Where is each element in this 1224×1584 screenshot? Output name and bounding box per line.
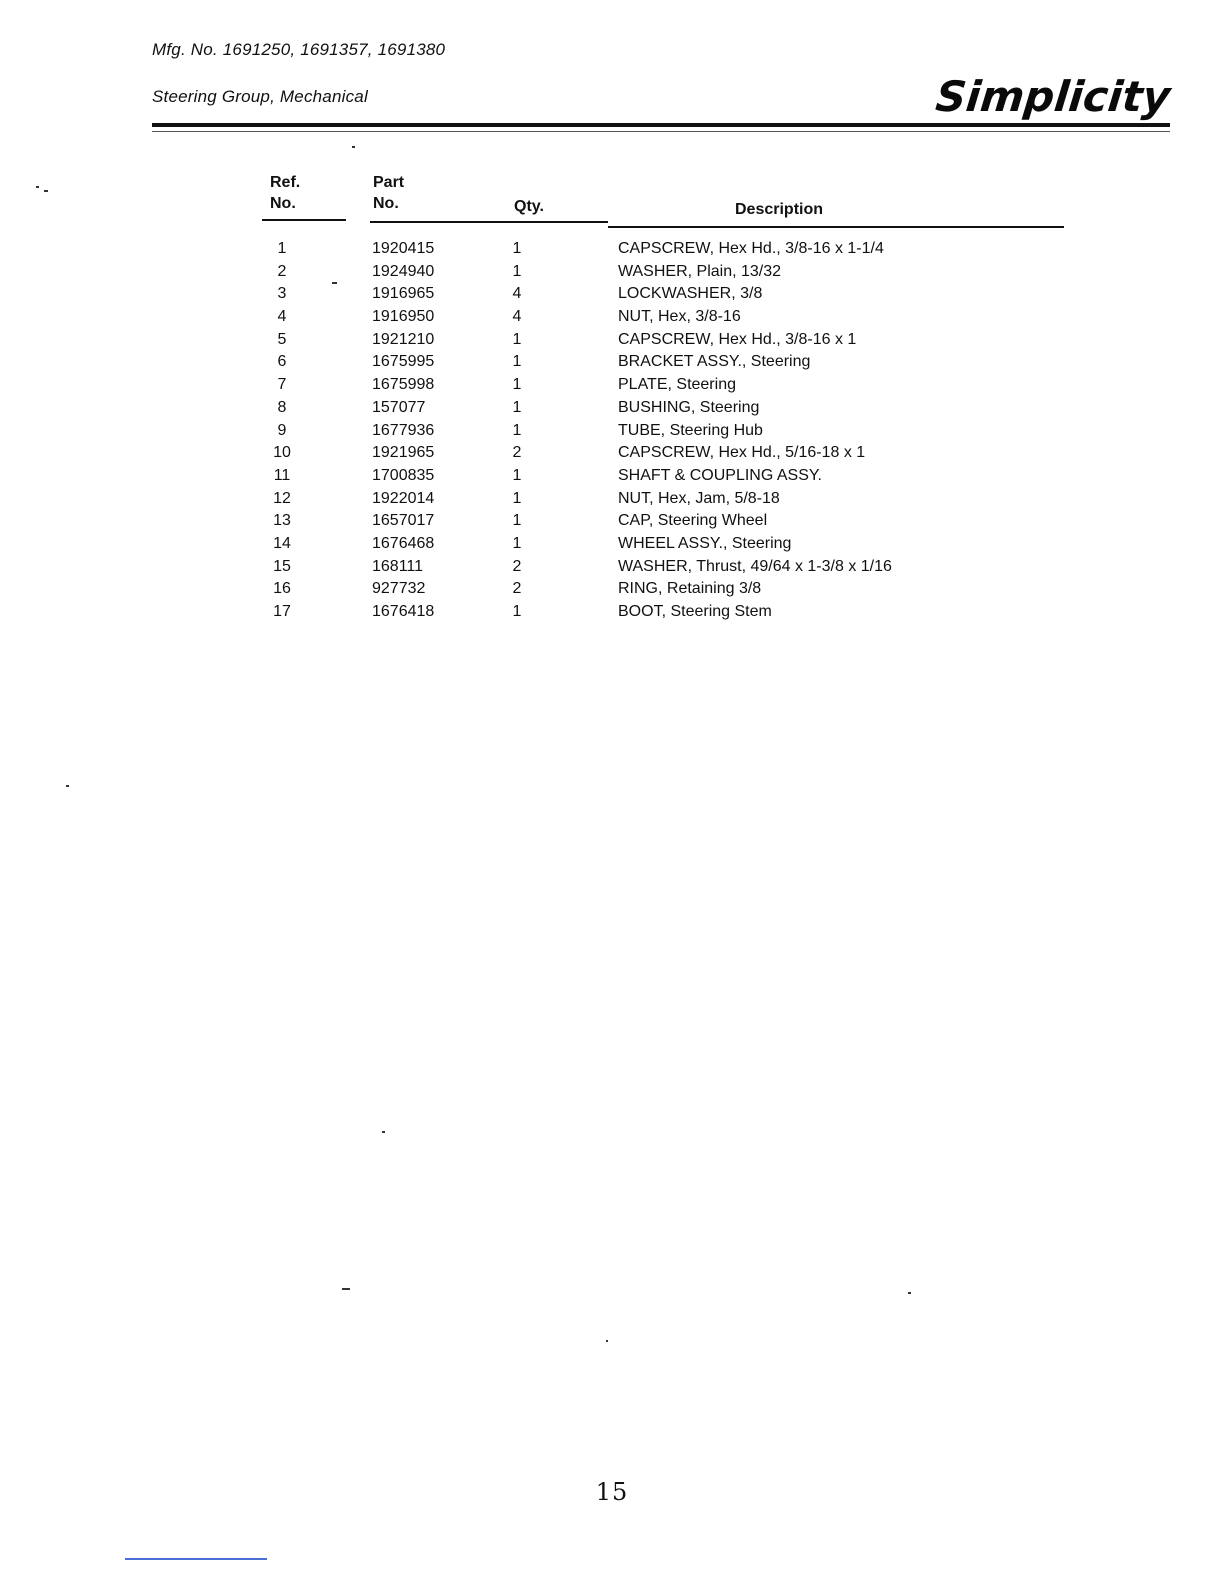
table-row [262, 397, 1064, 420]
description: CAPSCREW, Hex Hd., 3/8-16 x 1 [618, 330, 857, 348]
parts-rows [262, 238, 1064, 624]
description: PLATE, Steering [618, 376, 736, 394]
description: NUT, Hex, Jam, 5/8-18 [618, 489, 780, 507]
table-row [262, 601, 1064, 624]
part-number: 1916950 [372, 308, 435, 326]
scan-speck [908, 1292, 911, 1294]
part-number: 1657017 [372, 512, 435, 530]
table-row [262, 556, 1064, 579]
ref-number: 13 [273, 512, 291, 530]
ref-number: 5 [277, 330, 287, 348]
table-row [262, 283, 1064, 306]
quantity: 4 [512, 285, 522, 303]
header-rule-description [608, 226, 1064, 228]
ref-number: 9 [277, 421, 287, 439]
column-header-description: Description [735, 201, 824, 218]
description: RING, Retaining 3/8 [618, 580, 762, 598]
table-row [262, 374, 1064, 397]
ref-header-line2: No. [270, 195, 296, 212]
scan-speck [66, 785, 69, 787]
table-row [262, 465, 1064, 488]
ref-number: 1 [277, 240, 287, 257]
part-number: 1675998 [372, 376, 435, 394]
ref-number: 16 [273, 580, 291, 598]
footer-underline [125, 1558, 267, 1560]
scan-speck [382, 1131, 385, 1133]
description: BUSHING, Steering [618, 398, 760, 416]
section-title: Steering Group, Mechanical [152, 87, 368, 106]
description: WASHER, Thrust, 49/64 x 1-3/8 x 1/16 [618, 557, 892, 575]
description: TUBE, Steering Hub [618, 421, 763, 439]
brand-logo: Simplicity [933, 72, 1173, 121]
scan-speck [36, 186, 39, 188]
table-row [262, 420, 1064, 443]
quantity: 1 [512, 330, 522, 348]
column-header-qty: Qty. [514, 198, 544, 215]
ref-number: 6 [277, 353, 287, 371]
table-row [262, 329, 1064, 352]
header-rule-ref [262, 219, 346, 221]
part-number: 1700835 [372, 466, 435, 484]
table-row [262, 238, 1064, 261]
table-row [262, 488, 1064, 511]
ref-number: 10 [273, 444, 291, 462]
quantity: 1 [512, 534, 522, 552]
part-header-line2: No. [373, 195, 399, 212]
quantity: 1 [512, 512, 522, 530]
header-divider-thin [152, 131, 1170, 132]
ref-number: 14 [273, 534, 291, 552]
scan-speck [332, 282, 337, 284]
ref-number: 17 [273, 603, 291, 620]
table-row [262, 533, 1064, 556]
table-row [262, 351, 1064, 374]
scan-speck [44, 190, 48, 192]
quantity: 1 [512, 353, 522, 371]
part-number: 1921965 [372, 444, 435, 462]
description: WHEEL ASSY., Steering [618, 534, 792, 552]
part-number: 927732 [372, 580, 426, 598]
description: CAPSCREW, Hex Hd., 5/16-18 x 1 [618, 444, 866, 462]
ref-number: 12 [273, 489, 291, 507]
ref-number: 7 [277, 376, 287, 394]
quantity: 2 [512, 444, 522, 462]
quantity: 1 [512, 421, 522, 439]
part-number: 1924940 [372, 262, 435, 280]
ref-number: 4 [277, 308, 287, 326]
part-number: 1676468 [372, 534, 435, 552]
scan-speck [342, 1288, 350, 1290]
quantity: 1 [512, 489, 522, 507]
description: LOCKWASHER, 3/8 [618, 285, 763, 303]
table-row [262, 510, 1064, 533]
ref-number: 8 [277, 398, 287, 416]
part-number: 1676418 [372, 603, 435, 620]
scan-speck [352, 146, 355, 148]
ref-number: 3 [277, 285, 287, 303]
description: SHAFT & COUPLING ASSY. [618, 466, 822, 484]
ref-number: 2 [277, 262, 287, 280]
description: NUT, Hex, 3/8-16 [618, 308, 741, 326]
ref-header-line1: Ref. [270, 174, 301, 191]
header-rule-part-qty [370, 221, 608, 223]
quantity: 1 [512, 376, 522, 394]
part-number: 157077 [372, 398, 426, 416]
page-number: 15 [595, 1478, 629, 1506]
part-number: 168111 [372, 557, 424, 575]
quantity: 1 [512, 466, 522, 484]
part-number: 1920415 [372, 240, 435, 257]
scan-speck [606, 1340, 608, 1342]
header-divider [152, 123, 1170, 127]
part-number: 1675995 [372, 353, 435, 371]
quantity: 4 [512, 308, 522, 326]
part-number: 1921210 [372, 330, 435, 348]
mfg-numbers: Mfg. No. 1691250, 1691357, 1691380 [152, 40, 446, 59]
description: BOOT, Steering Stem [618, 603, 772, 620]
quantity: 1 [512, 240, 522, 257]
quantity: 2 [512, 557, 522, 575]
description: CAP, Steering Wheel [618, 512, 768, 530]
description: WASHER, Plain, 13/32 [618, 262, 782, 280]
column-header-ref [270, 172, 300, 214]
table-row [262, 261, 1064, 284]
quantity: 2 [512, 580, 522, 598]
part-number: 1677936 [372, 421, 435, 439]
table-row [262, 578, 1064, 601]
part-number: 1916965 [372, 285, 435, 303]
quantity: 1 [512, 603, 522, 620]
part-header-line1: Part [373, 174, 405, 191]
part-number: 1922014 [372, 489, 435, 507]
table-row [262, 306, 1064, 329]
description: BRACKET ASSY., Steering [618, 353, 811, 371]
description: CAPSCREW, Hex Hd., 3/8-16 x 1-1/4 [618, 240, 884, 257]
quantity: 1 [512, 398, 522, 416]
quantity: 1 [512, 262, 522, 280]
ref-number: 11 [273, 466, 291, 484]
table-row [262, 442, 1064, 465]
column-header-part [373, 172, 404, 214]
ref-number: 15 [273, 557, 291, 575]
